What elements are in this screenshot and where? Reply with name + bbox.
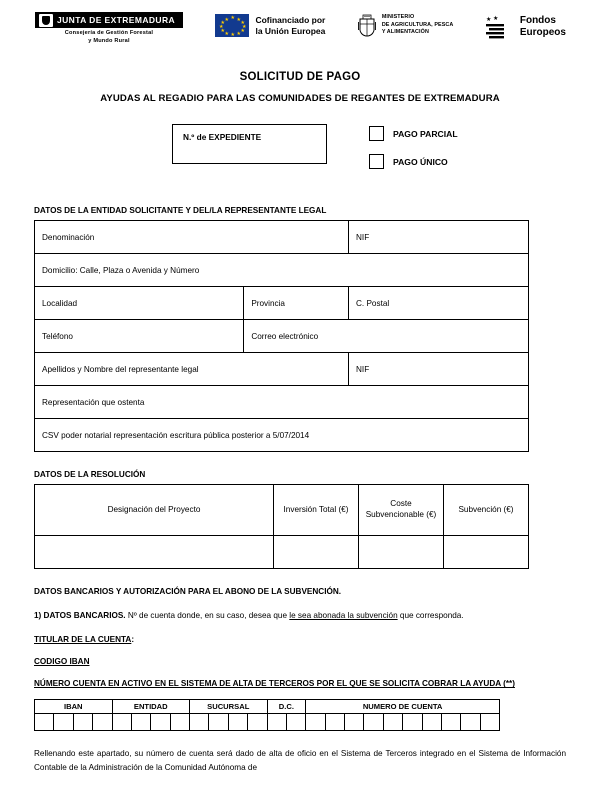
- section-heading-bank: DATOS BANCARIOS Y AUTORIZACIÓN PARA EL ABONO DE LA SUBVENCIÓN.: [34, 587, 342, 597]
- titular-cuenta-label: TITULAR DE LA CUENTA: [34, 635, 132, 645]
- entidad-cell[interactable]: [151, 714, 170, 731]
- sucursal-cell[interactable]: [209, 714, 228, 731]
- page-subtitle: AYUDAS AL REGADIO PARA LAS COMUNIDADES DE REGANTES DE EXTREMADURA: [100, 93, 500, 105]
- iban-cell[interactable]: [73, 714, 92, 731]
- table-row: [35, 419, 529, 452]
- table-row: [35, 320, 529, 353]
- logo-fondos-europeos: [485, 14, 566, 40]
- ministerio-line2: DE AGRICULTURA, PESCA: [381, 21, 454, 28]
- expediente-label: N.º de EXPEDIENTE: [183, 132, 262, 143]
- junta-title: JUNTA DE EXTREMADURA: [57, 15, 176, 25]
- entidad-cell[interactable]: [131, 714, 150, 731]
- fondos-line2: Europeos: [519, 27, 566, 38]
- junta-subtitle-line1: Consejería de Gestión Forestal: [64, 30, 154, 36]
- numero-cuenta-cell[interactable]: [306, 714, 325, 731]
- logo-ministerio-agricultura: [357, 13, 454, 38]
- titular-cuenta-label-wrap: [0, 635, 600, 644]
- fondos-europeos-icon: [485, 14, 515, 40]
- checkbox-icon[interactable]: [369, 154, 384, 169]
- numero-cuenta-activo-label-wrap: [0, 679, 600, 688]
- cell-designacion-proyecto[interactable]: [35, 536, 274, 569]
- iban-cell[interactable]: [35, 714, 54, 731]
- col-inversion-total: Inversión Total (€): [274, 485, 359, 536]
- numero-cuenta-cell[interactable]: [480, 714, 499, 731]
- cofinanciado-line2: la Unión Europea: [255, 25, 326, 36]
- bank-paragraph-underline: le sea abonada la subvención: [289, 611, 398, 621]
- table-row: [35, 221, 529, 254]
- page-title: SOLICITUD DE PAGO: [239, 71, 361, 84]
- numero-cuenta-cell[interactable]: [403, 714, 422, 731]
- table-row: [35, 536, 529, 569]
- iban-header-numero-cuenta: NUMERO DE CUENTA: [306, 700, 500, 714]
- bank-paragraph-bold: 1) DATOS BANCARIOS.: [34, 611, 126, 621]
- document-header: [0, 0, 600, 45]
- fondos-text: [520, 15, 566, 39]
- codigo-iban-label-wrap: [0, 657, 600, 666]
- iban-table: [34, 699, 500, 731]
- iban-header-entidad: ENTIDAD: [112, 700, 190, 714]
- expediente-field[interactable]: [172, 124, 327, 164]
- field-domicilio[interactable]: Domicilio: Calle, Plaza o Avenida y Número: [35, 254, 529, 287]
- junta-banner: [35, 12, 183, 28]
- section-heading-entity: DATOS DE LA ENTIDAD SOLICITANTE Y DEL/LA REPRESENTANTE LEGAL: [34, 206, 327, 216]
- numero-cuenta-cell[interactable]: [461, 714, 480, 731]
- payment-options-group: [369, 126, 458, 182]
- numero-cuenta-cell[interactable]: [422, 714, 441, 731]
- numero-cuenta-cell[interactable]: [325, 714, 344, 731]
- eu-flag-icon: ★ ★ ★ ★ ★ ★ ★ ★ ★ ★ ★ ★: [215, 14, 249, 37]
- bank-paragraph-text-2: que corresponda.: [397, 611, 464, 621]
- sucursal-cell[interactable]: [248, 714, 267, 731]
- section-heading-resolution: DATOS DE LA RESOLUCIÓN: [34, 470, 146, 480]
- payment-option-pago-parcial[interactable]: [369, 126, 458, 141]
- numero-cuenta-cell[interactable]: [345, 714, 364, 731]
- table-row: [35, 287, 529, 320]
- ministerio-line3: Y ALIMENTACIÓN: [381, 29, 429, 36]
- logo-cofinanciado-union-europea: [215, 14, 325, 37]
- junta-subtitle: [65, 30, 153, 45]
- payment-option-label: PAGO PARCIAL: [393, 128, 458, 139]
- field-localidad[interactable]: Localidad: [35, 287, 244, 320]
- cofinanciado-line1: Cofinanciado por: [255, 14, 326, 25]
- iban-header-sucursal: SUCURSAL: [190, 700, 268, 714]
- field-codigo-postal[interactable]: C. Postal: [349, 287, 529, 320]
- col-subvencion: Subvención (€): [444, 485, 529, 536]
- logo-junta-de-extremadura: [34, 12, 184, 45]
- iban-header-dc: D.C.: [267, 700, 306, 714]
- ministerio-line1: MINISTERIO: [381, 13, 415, 20]
- dc-cell[interactable]: [286, 714, 305, 731]
- table-header-row: [35, 485, 529, 536]
- entidad-cell[interactable]: [112, 714, 131, 731]
- cofinanciado-text: [255, 15, 325, 36]
- bank-footer-paragraph: Rellenando este apartado, su número de cuenta será dado de alta de oficio en el Sistema de Terceros integrado en el Sistema de Información Contable de la Administración de la Comunidad Autónoma de: [34, 749, 566, 772]
- iban-cells-row: [35, 714, 500, 731]
- numero-cuenta-cell[interactable]: [383, 714, 402, 731]
- expediente-row: [0, 124, 600, 182]
- numero-cuenta-activo-label: NÚMERO CUENTA EN ACTIVO EN EL SISTEMA DE ALTA DE TERCEROS POR EL QUE SE SOLICITA COBRAR LA AYUDA (**): [34, 679, 515, 689]
- ministerio-text: [382, 14, 454, 37]
- table-row: [35, 353, 529, 386]
- sucursal-cell[interactable]: [228, 714, 247, 731]
- table-row: [35, 254, 529, 287]
- field-csv-poder-notarial[interactable]: CSV poder notarial representación escritura pública posterior a 5/07/2014: [35, 419, 529, 452]
- iban-cell[interactable]: [54, 714, 73, 731]
- payment-option-pago-unico[interactable]: [369, 154, 458, 169]
- col-designacion-proyecto: Designación del Proyecto: [35, 485, 274, 536]
- entidad-cell[interactable]: [170, 714, 189, 731]
- shield-icon: [39, 14, 53, 27]
- field-telefono[interactable]: Teléfono: [35, 320, 244, 353]
- field-provincia[interactable]: Provincia: [244, 287, 349, 320]
- bank-paragraph: [0, 610, 600, 622]
- titular-cuenta-colon: :: [131, 635, 135, 645]
- iban-cell[interactable]: [93, 714, 112, 731]
- cell-inversion-total[interactable]: [274, 536, 359, 569]
- iban-grid: [34, 699, 500, 731]
- svg-text:★: ★: [485, 17, 492, 23]
- dc-cell[interactable]: [267, 714, 286, 731]
- svg-text:★: ★: [492, 16, 499, 22]
- cell-coste-subvencionable[interactable]: [359, 536, 444, 569]
- cell-subvencion[interactable]: [444, 536, 529, 569]
- codigo-iban-label: CODIGO IBAN: [34, 657, 90, 667]
- field-apellidos-nombre-representante[interactable]: Apellidos y Nombre del representante legal: [35, 353, 349, 386]
- numero-cuenta-cell[interactable]: [441, 714, 460, 731]
- bank-paragraph-text-1: Nº de cuenta donde, en su caso, desea que: [125, 611, 290, 621]
- field-denominacion[interactable]: Denominación: [35, 221, 349, 254]
- iban-header-row: [35, 700, 500, 714]
- junta-subtitle-line2: y Mundo Rural: [88, 37, 130, 44]
- col-coste-subvencionable: Coste Subvencionable (€): [359, 485, 444, 536]
- field-nif-representante[interactable]: NIF: [349, 353, 529, 386]
- resolution-table: [34, 484, 529, 569]
- table-row: [35, 386, 529, 419]
- entity-data-table: [34, 220, 529, 452]
- iban-header-iban: IBAN: [35, 700, 113, 714]
- payment-option-label: PAGO ÚNICO: [393, 156, 448, 167]
- fondos-line1: Fondos: [519, 15, 556, 26]
- field-correo-electronico[interactable]: Correo electrónico: [244, 320, 529, 353]
- numero-cuenta-cell[interactable]: [364, 714, 383, 731]
- sucursal-cell[interactable]: [190, 714, 209, 731]
- coat-of-arms-icon: [357, 13, 377, 38]
- field-representacion-ostenta[interactable]: Representación que ostenta: [35, 386, 529, 419]
- checkbox-icon[interactable]: [369, 126, 384, 141]
- field-nif-entidad[interactable]: NIF: [349, 221, 529, 254]
